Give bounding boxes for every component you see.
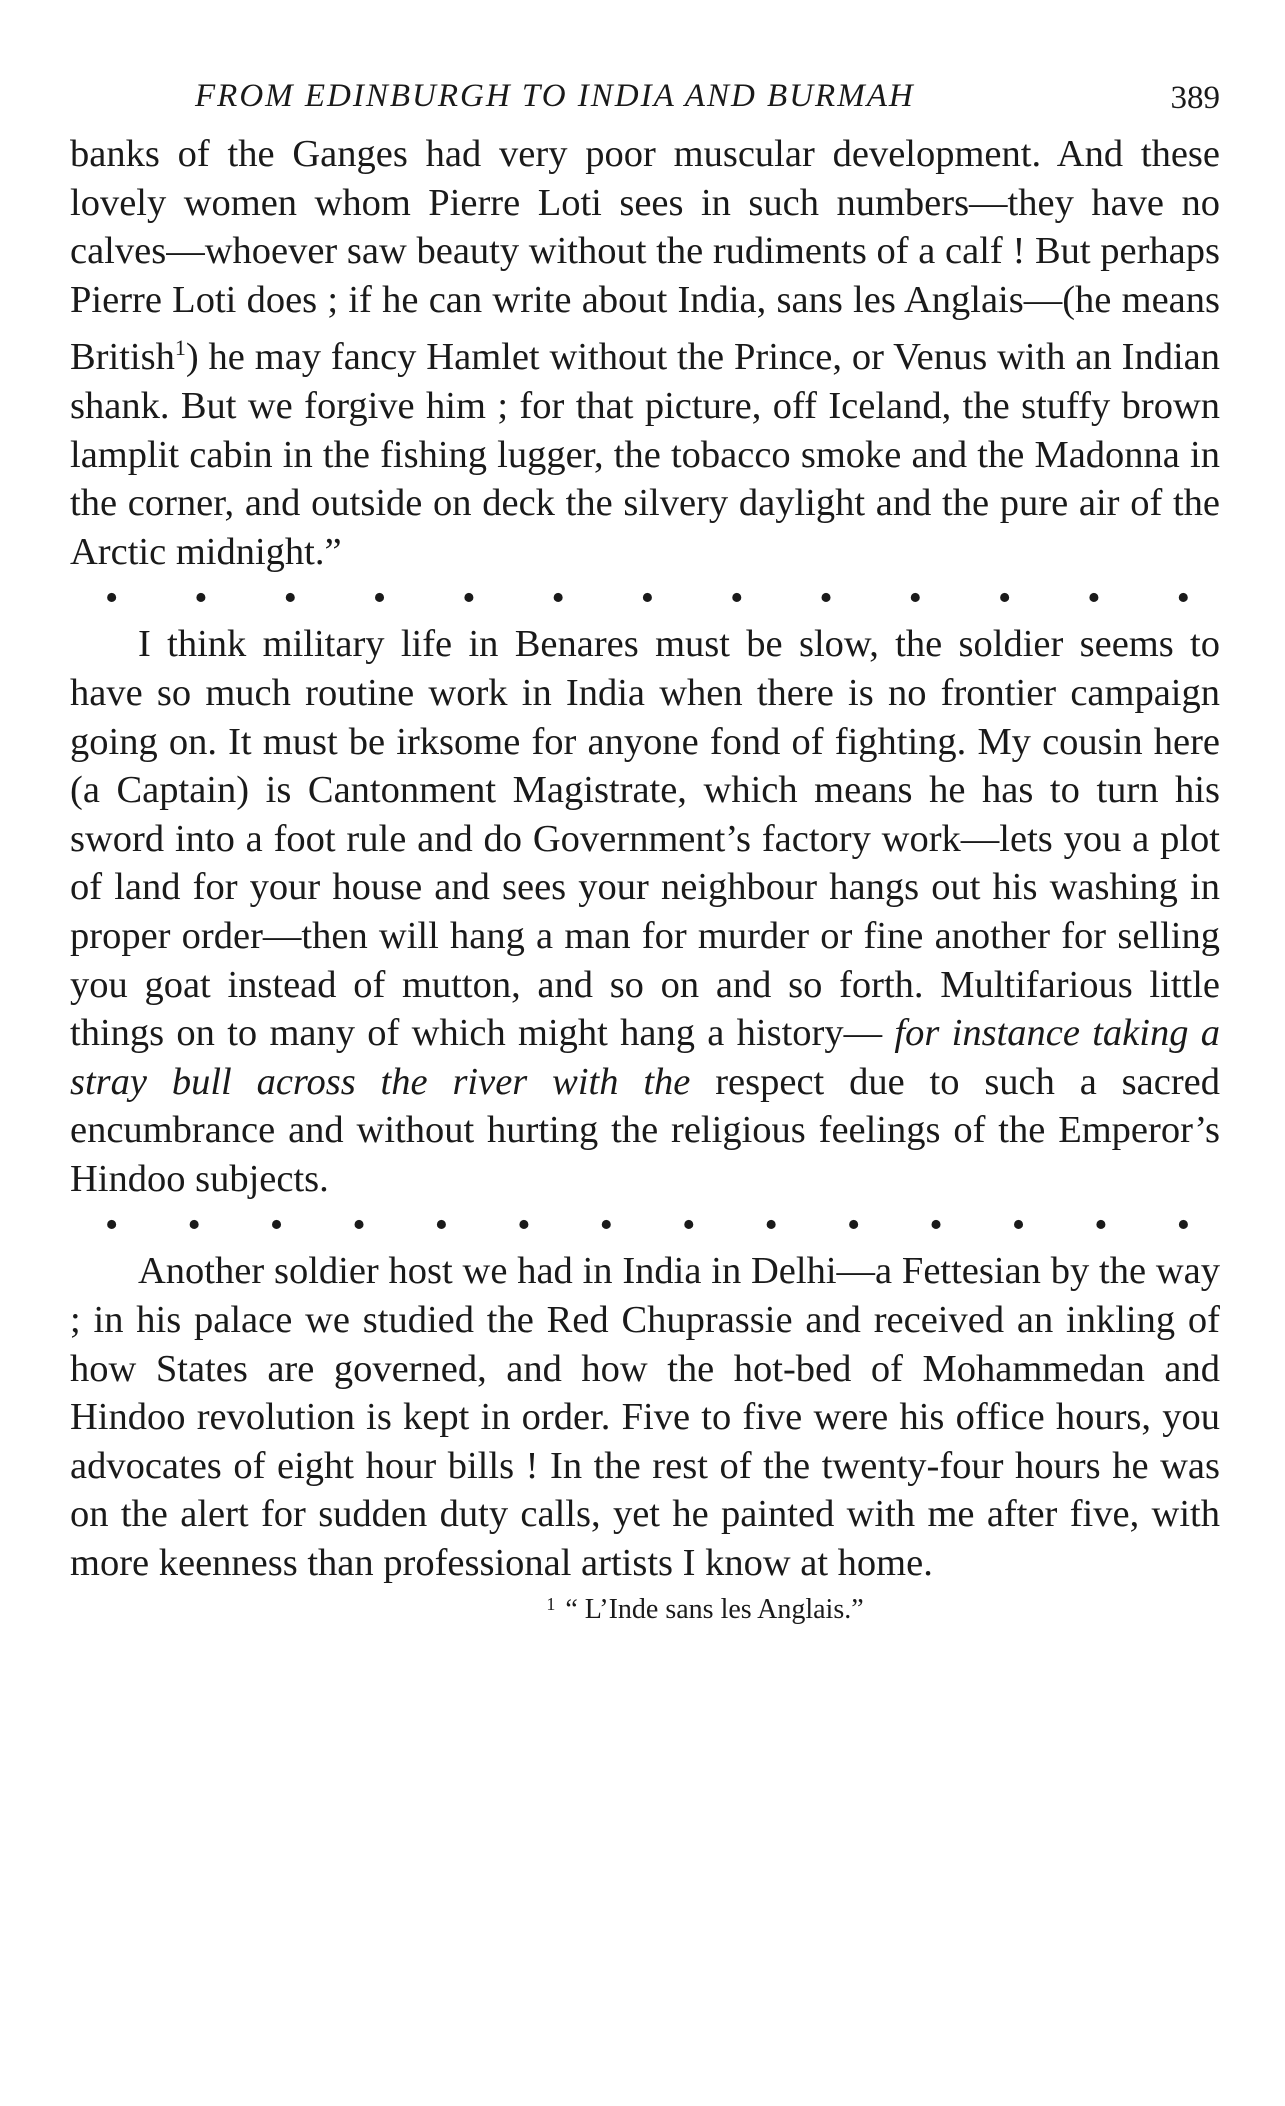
separator-dot: • [372,577,387,620]
separator-dot: • [352,1204,366,1247]
separator-dot: • [764,1204,778,1247]
separator-dot: • [640,577,655,620]
separator-dot: • [283,577,297,620]
separator-dot: • [599,1204,613,1247]
section-separator-2 [70,1203,1220,1247]
paragraph-2 [70,620,1220,1203]
running-head [70,70,1220,130]
footnote-reference: 1 [174,335,186,361]
separator-dot: • [105,1204,119,1247]
paragraph-2-text-b: respect due to such a sacred encumbrance and without hurting the religious feelings of the Emperor’s Hindoo subjects. [70,1060,1221,1200]
separator-dot: • [194,577,208,620]
book-page [70,70,1220,1626]
footnote-marker: 1 [546,1593,556,1614]
separator-dot: • [682,1204,696,1247]
separator-dot: • [1176,577,1190,620]
paragraph-1 [70,130,1220,576]
paragraph-2-text-a: I think military life in Benares must be slow, the soldier seems to have so much routine work in India when there is no frontier campaign going on. It must be irksome for anyone fond of fighting. My cousin here (a Captain) is Cantonment Magistrate, which means he has to turn his sword into a foot rule and do Government’s factory work—lets you a plot of land for your house and sees your neighbour hangs out his washing in proper order—then will hang a man for murder or fine another for selling you goat instead of mutton, and so on and so forth. Multifarious little things on to many of which might hang a history— [70,623,1220,1055]
separator-dot: • [1094,1204,1108,1247]
separator-dot: • [1011,1204,1026,1247]
paragraph-2-italic: for instance taking a stray bull across the river with the [70,1012,1220,1103]
footnote-text: “ L’Inde sans les Anglais.” [565,1593,864,1625]
separator-dot: • [434,1204,449,1247]
separator-dot: • [269,1204,284,1247]
page-number: 389 [1170,80,1220,116]
separator-dot: • [908,577,922,620]
separator-dot: • [105,577,119,620]
paragraph-1-text-a: banks of the Ganges had very poor muscular development. And these lovely women whom Pierre Loti sees in such numbers—they have no calves—whoever saw beauty without the rudiments of a calf ! But perhaps Pierre Loti does ; if he can write about India, sans les Anglais—(he means British [70,133,1220,379]
separator-dot: • [997,577,1012,620]
separator-dot: • [846,1204,861,1247]
footnote [70,1594,1220,1626]
paragraph-1-text-b: ) he may fancy Hamlet without the Prince, or Venus with an Indian shank. But we forgive him ; for that picture, off Iceland, the stuffy brown lamplit cabin in the fishing lugger, the tobacco smoke and the Madonna in the corner, and outside on deck the silvery daylight and the pure air of the Arctic midnight.” [70,336,1220,573]
separator-dot: • [551,577,565,620]
separator-dot: • [1176,1204,1190,1247]
paragraph-3: Another soldier host we had in India in Delhi—a Fettesian by the way ; in his palace we studied the Red Chuprassie and received an inkling of how States are governed, and how the hot-bed of Mohammedan and Hindoo revolution is kept in order. Five to five were his office hours, you advocates of eight hour bills ! In the rest of the twenty-four hours he was on the alert for sudden duty calls, yet he painted with me after five, with more keenness than professional artists I know at home. [70,1250,1220,1585]
separator-dot: • [187,1204,201,1247]
separator-dot: • [1087,577,1101,620]
separator-dot: • [517,1204,531,1247]
separator-dot: • [730,577,744,620]
section-separator-1 [70,576,1220,620]
separator-dot: • [462,577,476,620]
running-title: FROM EDINBURGH TO INDIA AND BURMAH [195,78,915,114]
separator-dot: • [929,1204,943,1247]
separator-dot: • [819,577,833,620]
